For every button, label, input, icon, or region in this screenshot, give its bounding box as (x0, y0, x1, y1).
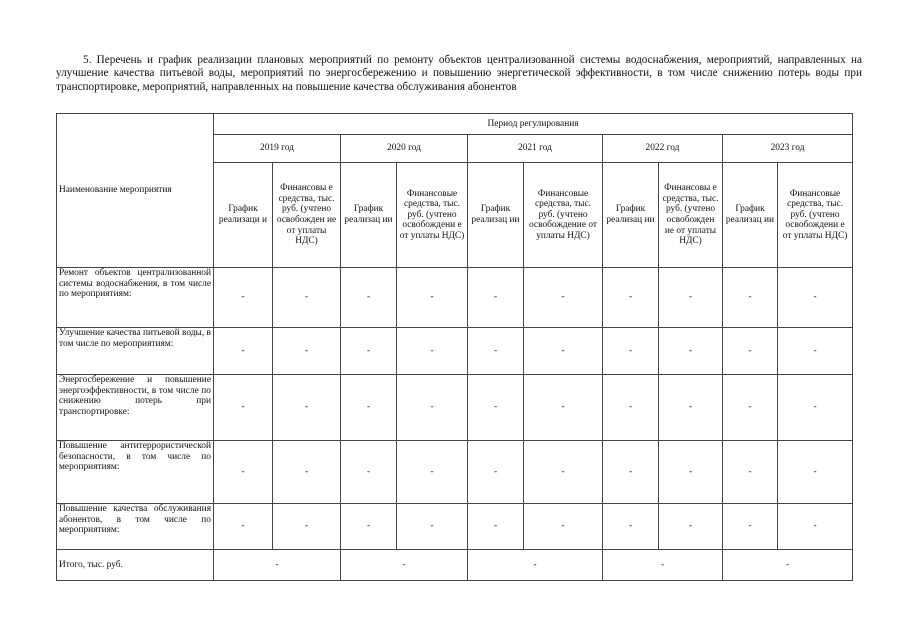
cell-value: - (397, 441, 468, 504)
schedule-header: График реализаци и (214, 163, 273, 268)
cell-value: - (659, 441, 723, 504)
cell-value: - (468, 328, 524, 375)
total-value: - (723, 550, 853, 581)
table-row (57, 328, 853, 375)
cell-value: - (214, 268, 273, 328)
year-header: 2021 год (468, 135, 603, 163)
period-header: Период регулирования (214, 114, 853, 135)
cell-value: - (778, 268, 853, 328)
cell-value: - (778, 441, 853, 504)
cell-value: - (341, 268, 397, 328)
cell-value: - (659, 328, 723, 375)
cell-value: - (214, 375, 273, 441)
row-name: Энергосбережение и повышение энергоэффективности, в том числе по снижению потерь при транспортировке: (57, 375, 214, 441)
finance-header: Финансовы е средства, тыс. руб. (учтено освобожден ие от уплаты НДС) (659, 163, 723, 268)
cell-value: - (341, 375, 397, 441)
cell-value: - (468, 375, 524, 441)
cell-value: - (397, 328, 468, 375)
cell-value: - (468, 441, 524, 504)
cell-value: - (603, 504, 659, 550)
total-value: - (341, 550, 468, 581)
row-name: Ремонт объектов централизованной системы водоснабжения, в том числе по мероприятиям: (57, 268, 214, 328)
cell-value: - (723, 375, 778, 441)
table-row (57, 375, 853, 441)
table-row (57, 268, 853, 328)
row-name: Повышение качества обслуживания абонентов, в том числе по мероприятиям: (57, 504, 214, 550)
cell-value: - (273, 268, 341, 328)
row-name: Повышение антитеррористической безопасности, в том числе по мероприятиям: (57, 441, 214, 504)
cell-value: - (778, 504, 853, 550)
schedule-header: График реализац ии (341, 163, 397, 268)
cell-value: - (273, 375, 341, 441)
cell-value: - (468, 268, 524, 328)
cell-value: - (778, 328, 853, 375)
col-name-header: Наименование мероприятия (57, 114, 214, 268)
year-header: 2023 год (723, 135, 853, 163)
measures-table (56, 113, 853, 581)
schedule-header: График реализац ии (723, 163, 778, 268)
cell-value: - (659, 268, 723, 328)
year-header: 2022 год (603, 135, 723, 163)
cell-value: - (659, 375, 723, 441)
finance-header: Финансовые средства, тыс. руб. (учтено освобождени е от уплаты НДС) (397, 163, 468, 268)
table-row (57, 504, 853, 550)
cell-value: - (341, 328, 397, 375)
schedule-header: График реализац ии (603, 163, 659, 268)
cell-value: - (524, 441, 603, 504)
cell-value: - (603, 441, 659, 504)
year-header: 2020 год (341, 135, 468, 163)
cell-value: - (603, 268, 659, 328)
cell-value: - (214, 441, 273, 504)
table-row (57, 441, 853, 504)
cell-value: - (723, 268, 778, 328)
schedule-header: График реализац ии (468, 163, 524, 268)
cell-value: - (214, 504, 273, 550)
total-row (57, 550, 853, 581)
finance-header: Финансовые средства, тыс. руб. (учтено освобождени е от уплаты НДС) (778, 163, 853, 268)
cell-value: - (524, 328, 603, 375)
cell-value: - (397, 268, 468, 328)
total-value: - (603, 550, 723, 581)
cell-value: - (524, 268, 603, 328)
year-header: 2019 год (214, 135, 341, 163)
cell-value: - (273, 441, 341, 504)
cell-value: - (273, 504, 341, 550)
total-value: - (468, 550, 603, 581)
table-header-row (57, 114, 853, 135)
cell-value: - (524, 375, 603, 441)
cell-value: - (397, 504, 468, 550)
row-name: Улучшение качества питьевой воды, в том числе по мероприятиям: (57, 328, 214, 375)
cell-value: - (273, 328, 341, 375)
cell-value: - (214, 328, 273, 375)
cell-value: - (723, 504, 778, 550)
cell-value: - (723, 441, 778, 504)
finance-header: Финансовые средства, тыс. руб. (учтено освобождение от уплаты НДС) (524, 163, 603, 268)
cell-value: - (603, 375, 659, 441)
total-label: Итого, тыс. руб. (57, 550, 214, 581)
cell-value: - (723, 328, 778, 375)
cell-value: - (341, 441, 397, 504)
cell-value: - (603, 328, 659, 375)
finance-header: Финансовы е средства, тыс. руб. (учтено освобожден ие от уплаты НДС) (273, 163, 341, 268)
total-value: - (214, 550, 341, 581)
cell-value: - (397, 375, 468, 441)
cell-value: - (341, 504, 397, 550)
cell-value: - (659, 504, 723, 550)
cell-value: - (524, 504, 603, 550)
cell-value: - (468, 504, 524, 550)
section-heading: 5. Перечень и график реализации плановых мероприятий по ремонту объектов централизованной системы водоснабжения, мероприятий, направленных на улучшение качества питьевой воды, мероприятий по энергосбережению и повышению энергетической эффективности, в том числе снижению потерь воды при транспортировке, мероприятий, направленных на повышение качества обслуживания абонентов (56, 54, 862, 93)
cell-value: - (778, 375, 853, 441)
